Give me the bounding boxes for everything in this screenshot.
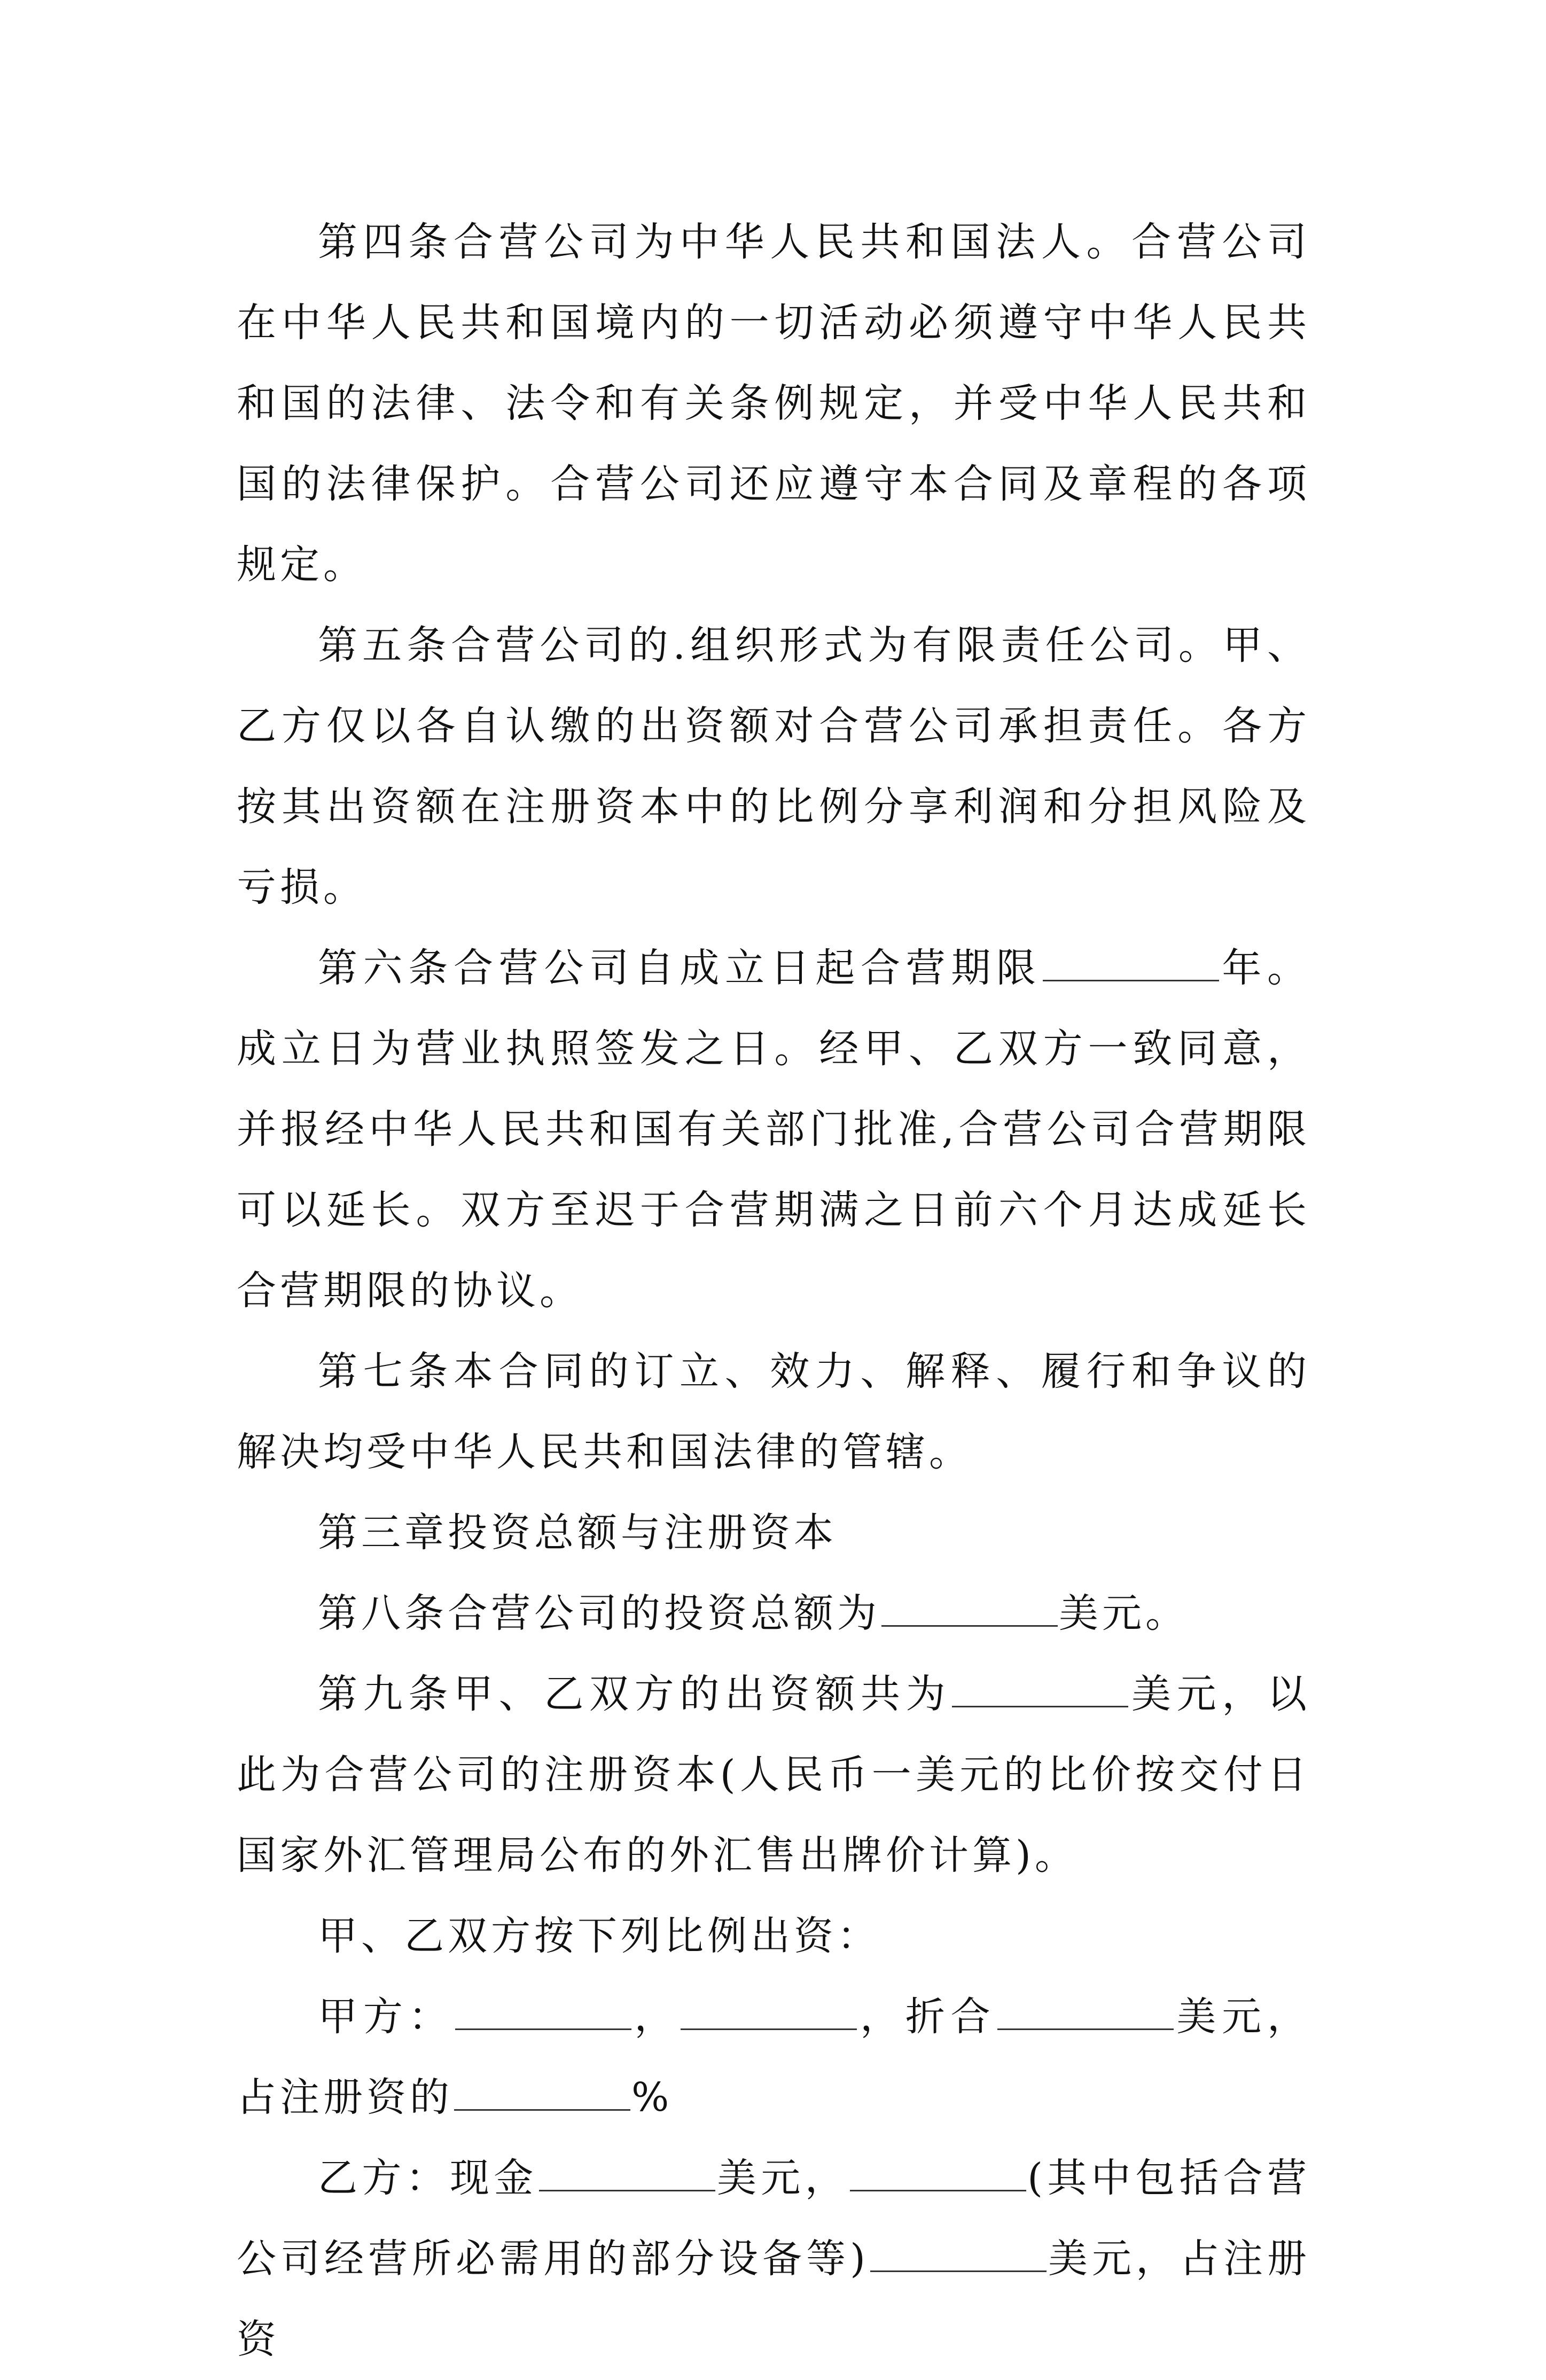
term-years-blank <box>1043 978 1219 981</box>
party-b-equipment-blank <box>870 2268 1047 2272</box>
party-a-text-4: 美元，占注册资的 <box>237 1994 1311 2120</box>
article-5-paragraph: 第五条合营公司的.组织形式为有限责任公司。甲、乙方仅以各自认缴的出资额对合营公司承担责任。各方按其出资额在注册资本中的比例分享利润和分担风险及亏损。 <box>237 622 1310 910</box>
article-9-text-2: 美元，以此为合营公司的注册资本(人民币一美元的比价按交付日国家外汇管理局公布的外汇售出牌价计算)。 <box>237 1671 1311 1878</box>
party-b-text-1: 乙方：现金 <box>318 2155 538 2201</box>
contribution-intro: 甲、乙双方按下列比例出资： <box>318 1913 880 1959</box>
party-a-blank-1 <box>455 2026 631 2030</box>
chapter-3-heading: 第三章投资总额与注册资本 <box>318 1510 837 1556</box>
registered-capital-blank <box>952 1704 1128 1707</box>
article-9-paragraph <box>237 1654 1310 1896</box>
party-b-text-3: (其中包括合营公司经营所必需用的部分设备等) <box>237 2155 1311 2282</box>
article-7-paragraph: 第七条本合同的订立、效力、解释、履行和争议的解决均受中华人民共和国法律的管辖。 <box>237 1348 1310 1475</box>
party-a-usd-blank <box>997 2026 1174 2030</box>
document-body <box>237 202 1310 2380</box>
party-b-text-2: 美元， <box>716 2155 849 2201</box>
party-a-text-2: ， <box>632 1994 680 2040</box>
party-a-percent-blank <box>454 2107 630 2111</box>
article-6-paragraph <box>237 928 1310 1331</box>
party-a-blank-2 <box>681 2026 857 2030</box>
party-a-text-1: 甲方： <box>318 1994 454 2040</box>
article-4-paragraph: 第四条合营公司为中华人民共和国法人。合营公司在中华人民共和国境内的一切活动必须遵守中华人民共和国的法律、法令和有关条例规定，并受中华人民共和国的法律保护。合营公司还应遵守本合同及章程的各项规定。 <box>237 219 1310 588</box>
party-b-text-4: 美元，占注册资 <box>237 2236 1311 2362</box>
article-6-text-1: 第六条合营公司自成立日起合营期限 <box>318 945 1042 991</box>
party-b-cash-blank <box>539 2188 715 2191</box>
party-b-item-blank <box>850 2188 1026 2191</box>
article-6-text-2: 年。成立日为营业执照签发之日。经甲、乙双方一致同意，并报经中华人民共和国有关部门批准,合营公司合营期限可以延长。双方至迟于合营期满之日前六个月达成延长合营期限的协议。 <box>237 945 1311 1314</box>
party-b-contribution <box>237 2138 1310 2380</box>
party-a-text-5: % <box>631 2074 673 2120</box>
article-8-text-1: 第八条合营公司的投资总额为 <box>318 1590 880 1636</box>
total-investment-blank <box>881 1623 1058 1627</box>
party-a-text-3: ，折合 <box>858 1994 996 2040</box>
article-8-paragraph <box>237 1573 1310 1654</box>
article-9-text-1: 第九条甲、乙双方的出资额共为 <box>318 1671 951 1717</box>
party-a-contribution <box>237 1977 1310 2138</box>
article-8-text-2: 美元。 <box>1059 1590 1189 1636</box>
